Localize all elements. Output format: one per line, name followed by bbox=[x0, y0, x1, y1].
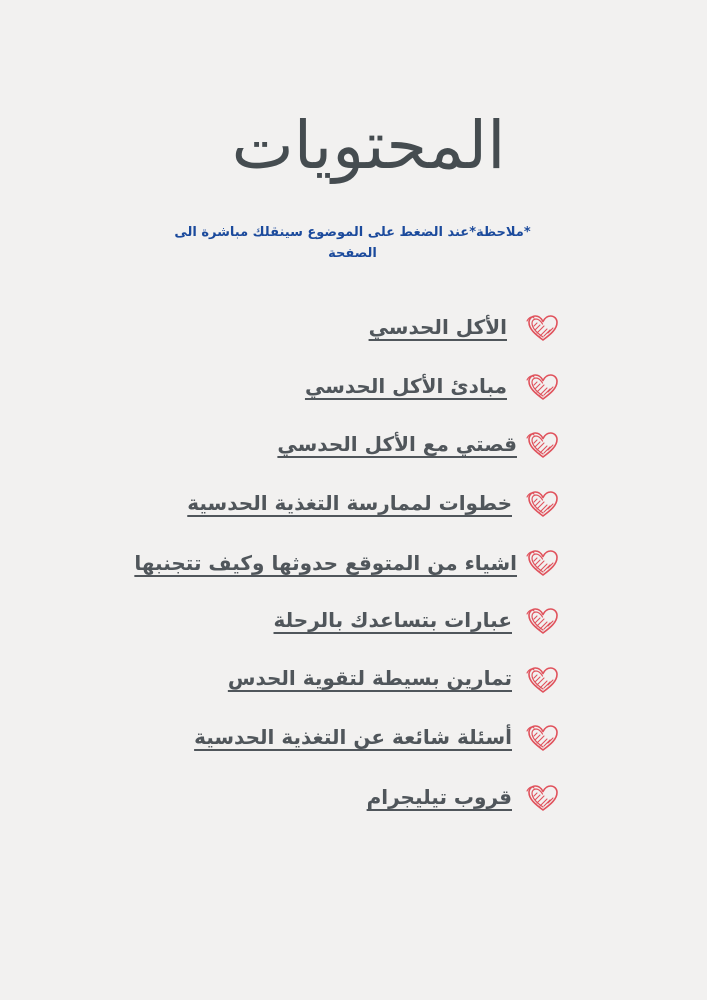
toc-item-steps[interactable] bbox=[187, 483, 512, 523]
page-title: المحتويات bbox=[231, 107, 506, 184]
heart-icon bbox=[526, 606, 560, 636]
heart-icon bbox=[526, 723, 560, 753]
heart-icon bbox=[526, 372, 560, 402]
toc-link[interactable]: عبارات بتساعدك بالرحلة bbox=[273, 608, 512, 632]
heart-icon bbox=[526, 430, 560, 460]
heart-icon bbox=[526, 489, 560, 519]
toc-link[interactable]: تمارين بسيطة لتقوية الحدس bbox=[227, 666, 512, 690]
toc-link[interactable]: أسئلة شائعة عن التغذية الحدسية bbox=[194, 725, 512, 749]
toc-item-helpful-phrases[interactable] bbox=[274, 600, 513, 640]
heart-icon bbox=[526, 665, 560, 695]
toc-item-exercises[interactable] bbox=[228, 658, 512, 698]
toc-item-principles[interactable] bbox=[305, 366, 507, 406]
toc-link[interactable]: مبادئ الأكل الحدسي bbox=[304, 374, 507, 398]
toc-link[interactable]: اشياء من المتوقع حدوثها وكيف تتجنبها bbox=[134, 551, 517, 575]
toc-item-telegram-group[interactable] bbox=[367, 777, 512, 817]
toc-item-intuitive-eating[interactable] bbox=[369, 307, 507, 347]
toc-item-my-story[interactable] bbox=[277, 424, 517, 464]
toc-link[interactable]: خطوات لممارسة التغذية الحدسية bbox=[187, 491, 512, 515]
toc-link[interactable]: قروب تيليجرام bbox=[366, 785, 512, 809]
heart-icon bbox=[526, 783, 560, 813]
heart-icon bbox=[526, 548, 560, 578]
heart-icon bbox=[526, 313, 560, 343]
navigation-note: *ملاحظة*عند الضغط على الموضوع سينقلك مباشرة الى الصفحة bbox=[174, 225, 531, 261]
toc-link[interactable]: قصتي مع الأكل الحدسي bbox=[277, 432, 517, 456]
toc-link[interactable]: الأكل الحدسي bbox=[368, 315, 507, 339]
toc-item-expected-issues[interactable] bbox=[134, 543, 517, 583]
toc-item-faq[interactable] bbox=[194, 717, 512, 757]
